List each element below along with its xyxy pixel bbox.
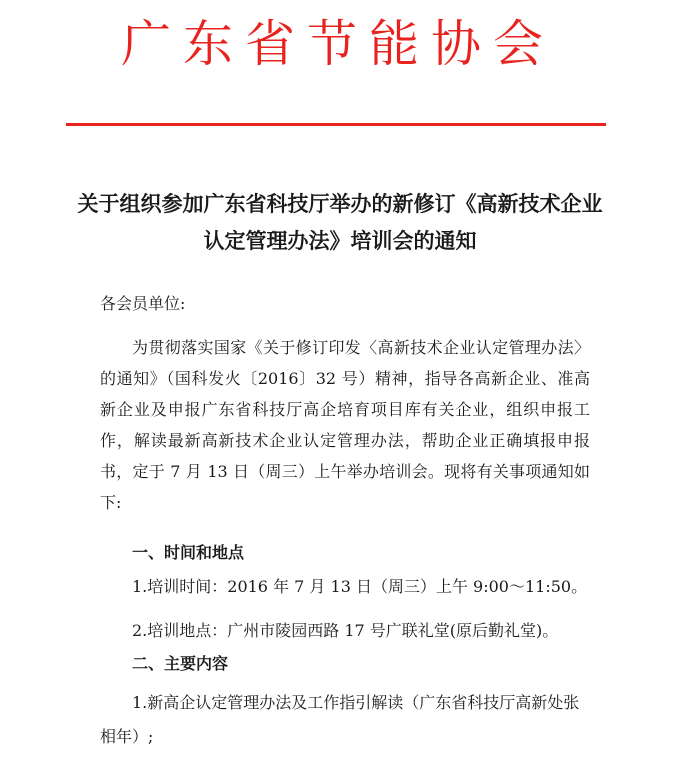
training-time-item: 1.培训时间：2016 年 7 月 13 日（周三）上午 9:00～11:50。 xyxy=(132,577,588,596)
content-item-1: 1.新高企认定管理办法及工作指引解读（广东省科技厅高新处张相年）; xyxy=(100,693,580,746)
intro-paragraph: 为贯彻落实国家《关于修订印发〈高新技术企业认定管理办法〉的通知》（国科发火〔2016〕32 号）精神，指导各高新企业、准高新企业及申报广东省科技厅高企培育项目库有关企业，组织申报工作，解读最新高新技术企业认定管理办法，帮助企业正确填报申报书，定于 7 月 13 日（周三）上午举办培训会。现将有关事项通知如下: xyxy=(100,338,590,512)
training-location-item: 2.培训地点：广州市陵园西路 17 号广联礼堂(原后勤礼堂)。 xyxy=(132,621,559,640)
letterhead-org-name: 广东省节能协会 xyxy=(121,15,555,73)
letterhead-red-rule xyxy=(66,123,606,126)
section-heading-time-place: 一、时间和地点 xyxy=(132,543,245,562)
notice-title: 关于组织参加广东省科技厅举办的新修订《高新技术企业认定管理办法》培训会的通知 xyxy=(77,192,603,253)
salutation: 各会员单位: xyxy=(100,294,186,313)
section-heading-main-content: 二、主要内容 xyxy=(132,654,229,673)
